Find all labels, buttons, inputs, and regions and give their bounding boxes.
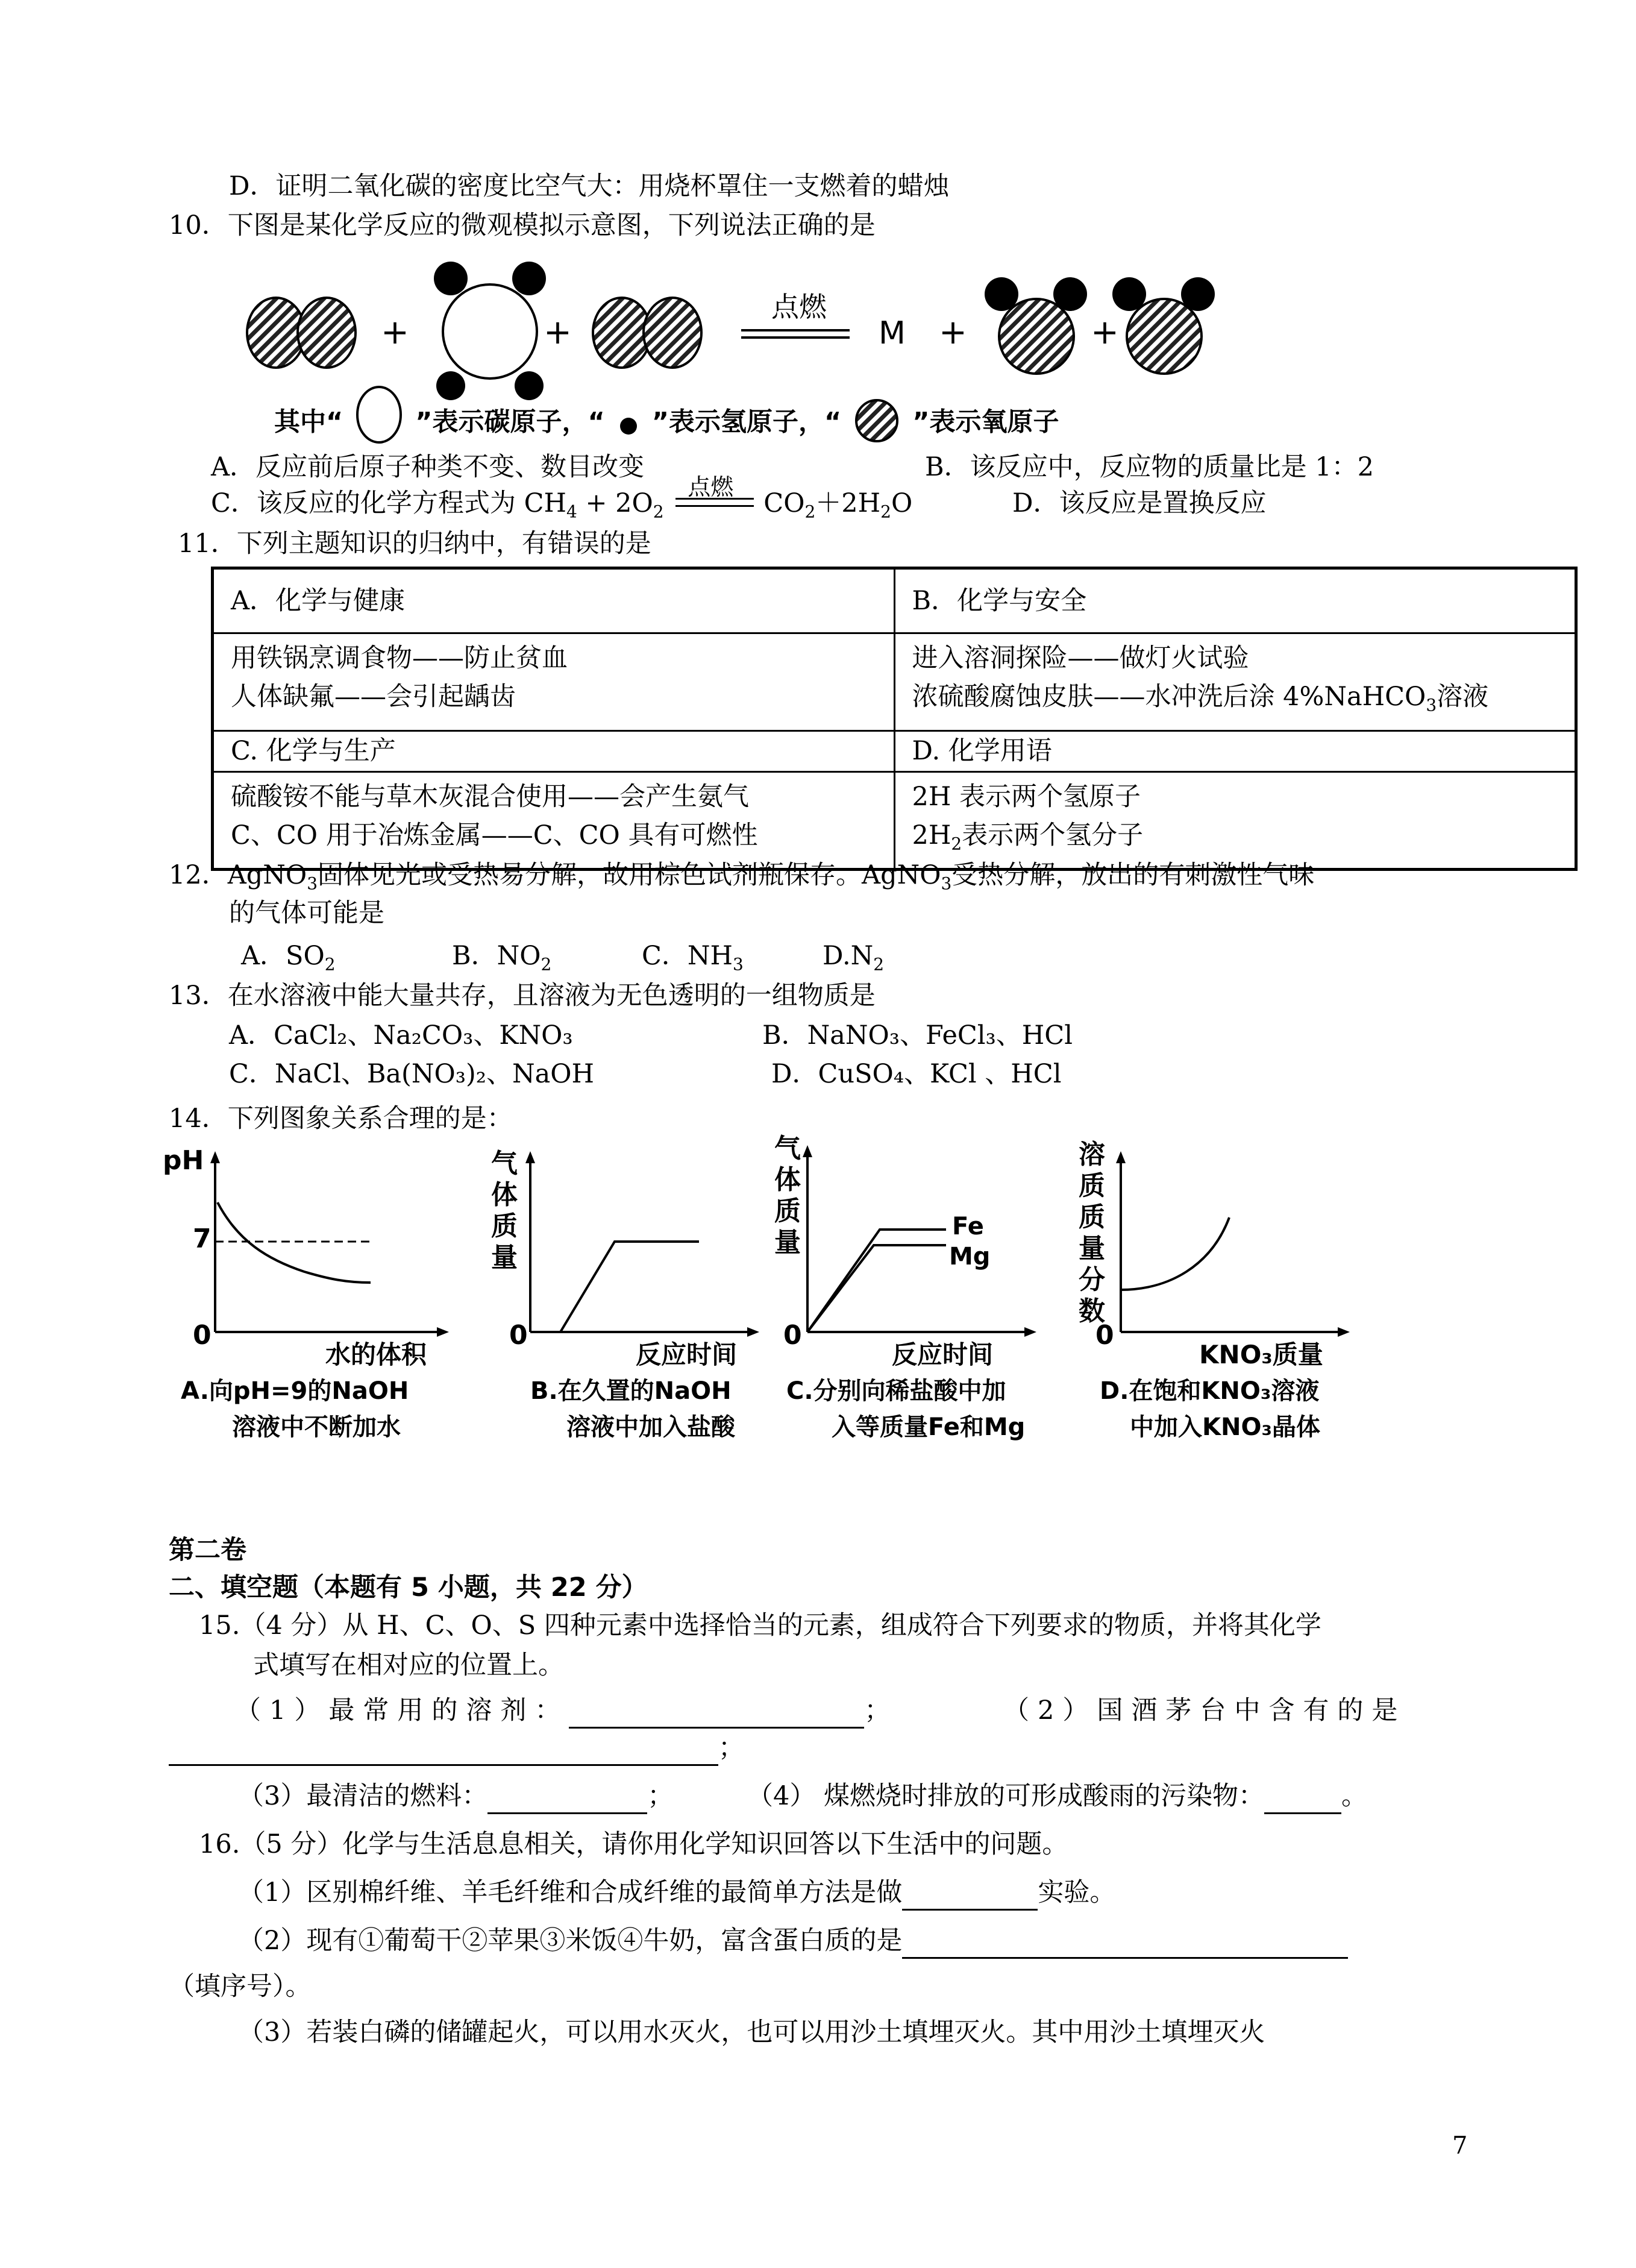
q16-p1: （1）区别棉纤维、羊毛纤维和合成纤维的最简单方法是做 实验。 xyxy=(238,1874,1115,1911)
equation-condition: 点燃 xyxy=(688,474,734,500)
q12-option-c: C．$NH_3$ xyxy=(642,941,744,975)
cell-a-title: A．化学与健康 xyxy=(213,568,895,633)
section2-title: 二、填空题（本题有 5 小题，共 22 分） xyxy=(169,1572,648,1603)
q10-option-c: C．该反应的化学方程式为 $CH_4 + 2O_2$ 点燃 $CO_2+2H_2O$ xyxy=(211,485,912,530)
q10-legend: 其中“ ”表示碳原子，“ ”表示氢原子，“ ”表示氧原子 xyxy=(274,403,1059,445)
answer-blank-4[interactable] xyxy=(1264,1786,1341,1814)
o2-molecule-1 xyxy=(247,298,356,368)
q15-p3: （3）最清洁的燃料： ； xyxy=(238,1778,673,1814)
part2-title: 第二卷 xyxy=(169,1535,246,1565)
answer-blank-2[interactable] xyxy=(169,1738,718,1766)
cell-b-title: B．化学与安全 xyxy=(894,568,1576,633)
page-number: 7 xyxy=(1452,2132,1468,2160)
h2o-molecule-2 xyxy=(1112,277,1215,374)
q12-stem-line2: 的气体可能是 xyxy=(229,898,384,928)
oxygen-atom-icon xyxy=(853,397,901,445)
graph-b-gas-mass xyxy=(518,1145,759,1362)
q10-option-d: D．该反应是置换反应 xyxy=(1012,488,1267,518)
q13-stem: 13．在水溶液中能大量共存，且溶液为无色透明的一组物质是 xyxy=(169,981,876,1011)
plus-sign: + xyxy=(544,313,572,352)
cell-d-body: 2H 表示两个氢原子 $2H_2$表示两个氢分子 xyxy=(894,771,1576,870)
q13-option-a: A．CaCl₂、Na₂CO₃、KNO₃ xyxy=(229,1020,573,1051)
hydrogen-atom-icon xyxy=(616,412,641,436)
answer-blank-6[interactable] xyxy=(902,1930,1348,1959)
q11-knowledge-table xyxy=(211,567,1578,871)
answer-blank-3[interactable] xyxy=(487,1786,647,1814)
answer-blank-5[interactable] xyxy=(902,1882,1038,1911)
condition-label: 点燃 xyxy=(771,291,827,323)
cell-a-body: 用铁锅烹调食物——防止贫血 人体缺氟——会引起龋齿 xyxy=(213,633,895,731)
cell-b-body: 进入溶洞探险——做灯火试验 浓硫酸腐蚀皮肤——水冲洗后涂 4%NaHCO$_3$溶液 xyxy=(894,633,1576,731)
q10-option-a: A．反应前后原子种类不变、数目改变 xyxy=(211,452,645,482)
q11-stem: 11．下列主题知识的归纳中，有错误的是 xyxy=(178,529,651,559)
q15-p1: （1）最常用的溶剂： ； xyxy=(235,1692,898,1729)
q12-option-d: $D.N_2$ xyxy=(823,941,885,975)
answer-blank-1[interactable] xyxy=(569,1700,864,1729)
plus-sign: + xyxy=(1091,313,1119,352)
q15-p2: （2）国酒茅台中含有的是 xyxy=(1003,1695,1406,1726)
plus-sign: + xyxy=(381,313,409,352)
q14-stem: 14．下列图象关系合理的是： xyxy=(169,1104,513,1134)
h2o-molecule-1 xyxy=(985,277,1087,374)
carbon-atom-icon xyxy=(354,385,404,445)
q12-option-b: B．$NO_2$ xyxy=(452,941,552,975)
cell-d-title: D. 化学用语 xyxy=(894,730,1576,771)
q16-p2: （2）现有①葡萄干②苹果③米饭④牛奶，富含蛋白质的是 xyxy=(238,1923,1348,1959)
q9-option-d: D．证明二氧化碳的密度比空气大：用烧杯罩住一支燃着的蜡烛 xyxy=(229,171,950,201)
q10-option-b: B．该反应中，反应物的质量比是 1：2 xyxy=(925,452,1374,482)
o2-molecule-2 xyxy=(593,298,701,368)
q13-option-d: D．CuSO₄、KCl 、HCl xyxy=(771,1059,1062,1089)
ch4-molecule xyxy=(434,262,546,400)
q16-stem: 16.（5 分）化学与生活息息相关，请你用化学知识回答以下生活中的问题。 xyxy=(199,1829,1068,1859)
q10-reaction-diagram xyxy=(241,259,1229,404)
plus-sign: + xyxy=(939,313,967,352)
q12-option-a: A．$SO_2$ xyxy=(241,941,336,975)
product-m: M xyxy=(879,315,906,351)
q13-option-c: C．NaCl、Ba(NO₃)₂、NaOH xyxy=(229,1059,594,1089)
q16-p2-line2: （填序号）。 xyxy=(169,1971,312,2002)
q15-stem: 15.（4 分）从 H、C、O、S 四种元素中选择恰当的元素，组成符合下列要求的物质，并将其化学 xyxy=(199,1610,1321,1641)
q13-option-b: B．NaNO₃、FeCl₃、HCl xyxy=(762,1020,1073,1051)
cell-c-title: C. 化学与生产 xyxy=(213,730,895,771)
graph-d-solute-fraction xyxy=(1109,1145,1350,1362)
q15-stem-line2: 式填写在相对应的位置上。 xyxy=(253,1650,564,1680)
cell-c-body: 硫酸铵不能与草木灰混合使用——会产生氨气 C、CO 用于冶炼金属——C、CO 具有可燃性 xyxy=(213,771,895,870)
q16-p3: （3）若装白磷的储罐起火，可以用水灭火，也可以用沙土填埋灭火。其中用沙土填埋灭火 xyxy=(238,2017,1265,2047)
graph-c-fe-mg xyxy=(795,1139,1036,1362)
q12-stem: 12．AgNO$_3$固体见光或受热易分解，故用棕色试剂瓶保存。AgNO$_3$受热分解，放出的有刺激性气味 xyxy=(169,860,1315,894)
q10-stem: 10．下图是某化学反应的微观模拟示意图，下列说法正确的是 xyxy=(169,210,876,240)
q15-p4: （4） 煤燃烧时排放的可形成酸雨的污染物： 。 xyxy=(747,1778,1367,1814)
q15-p2-line2: ； xyxy=(169,1730,744,1766)
